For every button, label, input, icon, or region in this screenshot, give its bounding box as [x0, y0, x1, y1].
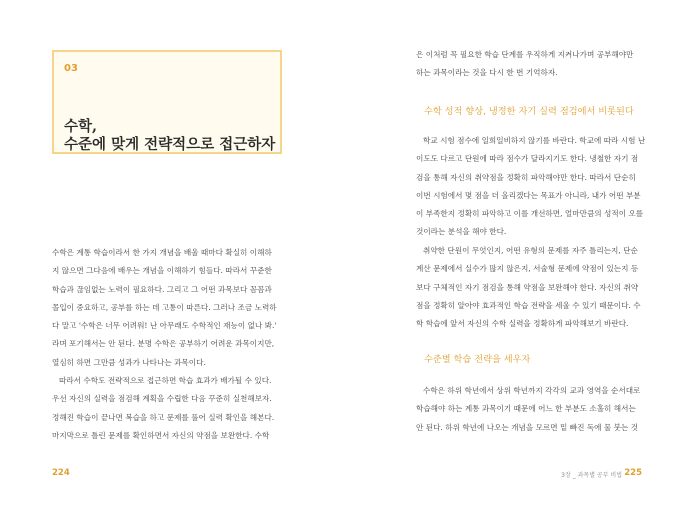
chapter-title-box [52, 50, 282, 154]
section2-paragraph [416, 382, 654, 437]
text-line: 우선 자신의 실력을 점검해 계획을 수립한 다음 꾸준히 실천해보자. [52, 394, 272, 404]
text-line: 이 부족한지 정확히 파악하고 이를 개선하면, 얼마만큼의 성적이 오를 [416, 209, 644, 219]
body-paragraph-2 [52, 372, 290, 445]
page-number-right: 225 [624, 468, 642, 478]
text-line: 수학은 계통 학습이라서 한 가지 개념을 배울 때마다 확실히 이해하 [52, 248, 272, 257]
chapter-title-line: 수학, [64, 118, 98, 135]
text-line: 학습과 끊임없는 노력이 필요하다. 그리고 그 어떤 과목보다 꼼꼼과 [52, 284, 272, 294]
page-number-left: 224 [52, 468, 70, 478]
text-line: 학습해야 하는 계통 과목이기 때문에 어느 한 부분도 소홀히 해서는 [416, 404, 636, 414]
text-line: 라며 포기해서는 안 된다. 분명 수학은 공부하기 어려운 과목이지만, [52, 339, 275, 349]
text-line: 취약한 단원이 무엇인지, 어떤 유형의 문제를 자주 틀리는지, 단순 [423, 246, 638, 255]
chapter-number: 03 [64, 63, 78, 74]
body-paragraph-1 [52, 244, 290, 372]
text-line: 점을 정확히 알아야 효과적인 학습 전략을 세울 수 있기 때문이다. 수 [416, 300, 641, 310]
chapter-title [64, 118, 275, 154]
text-line: 은 이처럼 꼭 필요한 학습 단계를 우직하게 지켜나가며 공부해야만 [416, 50, 634, 59]
text-line: 열심히 하면 그만큼 성과가 나타나는 과목이다. [52, 357, 206, 367]
text-line: 수학은 하위 학년에서 상위 학년까지 각각의 교과 영역을 순서대로 [423, 386, 641, 395]
text-line: 학교 시험 점수에 일희일비하지 않기를 바란다. 학교에 따라 시험 난 [423, 136, 646, 145]
text-line: 보다 구체적인 자기 점검을 통해 약점을 보완해야 한다. 자신의 취약 [416, 282, 639, 292]
chapter-title-line: 수준에 맞게 전략적으로 접근하자 [64, 136, 276, 153]
continued-paragraph [416, 46, 654, 83]
section-heading-2: 수준별 학습 전략을 세우자 [424, 354, 531, 365]
text-line: 것이라는 분석을 해야 한다. [416, 227, 507, 237]
section1-paragraph-2 [416, 242, 654, 333]
text-line: 지 않으면 그다음에 배우는 개념을 이해하기 힘들다. 따라서 꾸준한 [52, 266, 272, 276]
text-line: 안 된다. 하위 학년에 나오는 개념을 모르면 밑 빠진 독에 물 붓는 것 [416, 422, 639, 432]
text-line: 검을 통해 자신의 취약점을 정확히 파악해야만 한다. 따라서 단순히 [416, 172, 636, 182]
text-line: 마지막으로 틀린 문제를 확인하면서 자신의 약점을 보완한다. 수학 [52, 430, 270, 440]
text-line: 하는 과목이라는 것을 다시 한 번 기억하자. [416, 68, 558, 78]
text-line: 따라서 수학도 전략적으로 접근하면 학습 효과가 배가될 수 있다. [59, 376, 272, 385]
text-line: 이도도 다르고 단원에 따라 점수가 달라지기도 한다. 냉철한 자기 점 [416, 154, 639, 164]
text-line: 다 말고 '수학은 너무 어려워! 난 아무래도 수학적인 재능이 없나 봐.' [52, 321, 277, 331]
text-line: 이번 시험에서 몇 점을 더 올리겠다는 목표가 아니라, 내가 어떤 부분 [416, 190, 641, 200]
running-head: 3장 _ 과목별 공부 비법 [561, 472, 622, 479]
text-line: 계산 문제에서 실수가 많지 않은지, 서술형 문제에 약점이 있는지 등 [416, 264, 639, 274]
right-page [350, 0, 700, 514]
section1-paragraph-1 [416, 132, 654, 242]
text-line: 몰입이 중요하고, 공부를 하는 데 고통이 따른다. 그러나 조금 노력하 [52, 302, 277, 312]
text-line: 정해진 학습이 끝나면 복습을 하고 문제를 풀어 실력 확인을 해본다. [52, 412, 275, 422]
section-heading-1: 수학 성적 향상, 냉정한 자기 실력 점검에서 비롯된다 [424, 106, 634, 117]
text-line: 학 학습에 앞서 자신의 수학 실력을 정확하게 파악해보기 바란다. [416, 319, 629, 329]
